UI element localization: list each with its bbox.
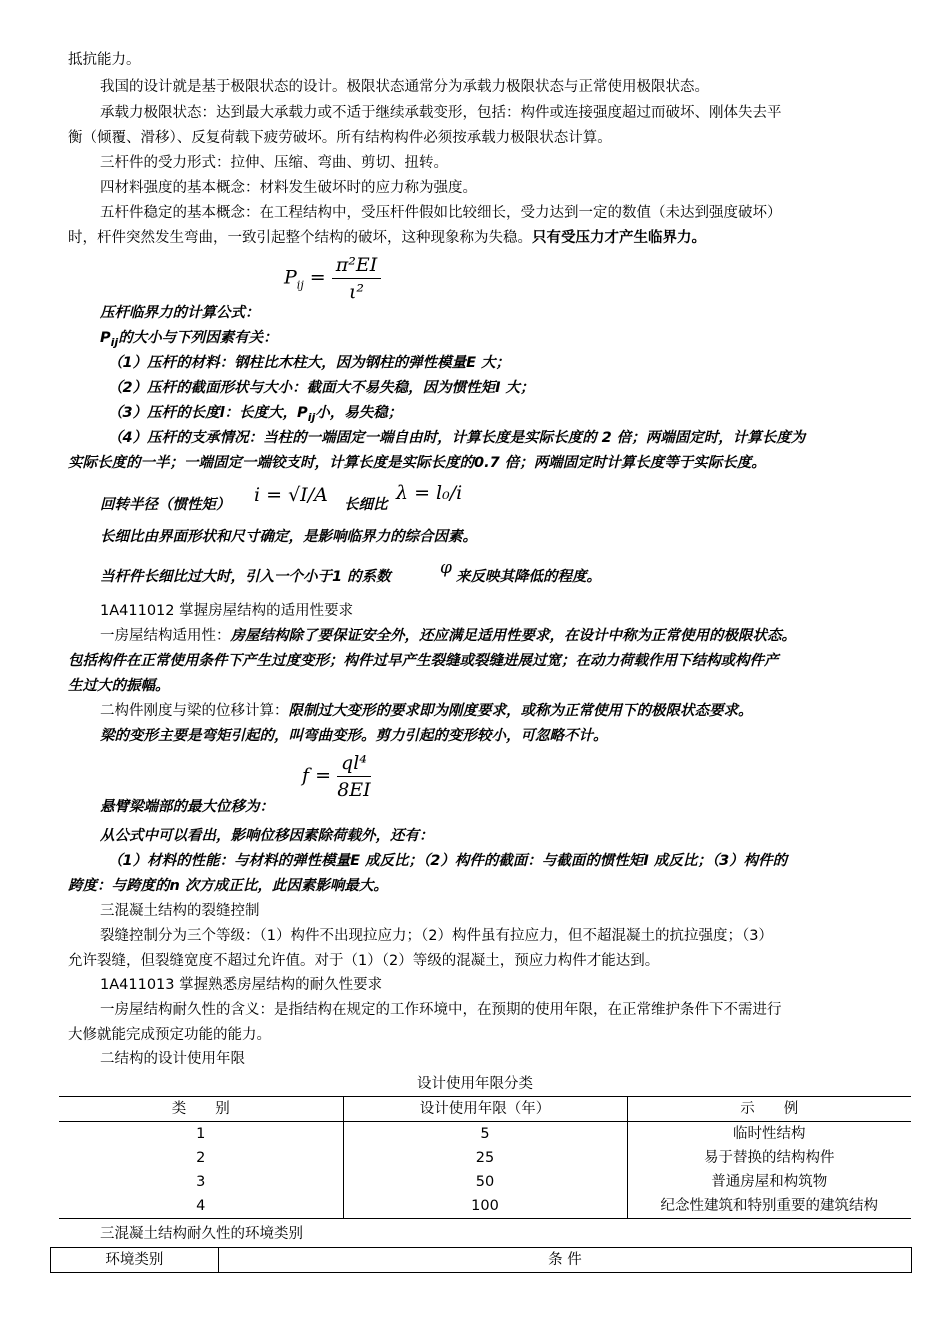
text-line (100, 626, 796, 646)
formula-lhs: P (284, 266, 297, 289)
text-line: （1）材料的性能：与材料的弹性模量E 成反比；（2）构件的截面：与截面的惯性矩I 成反比；（3）构件的 (108, 853, 788, 869)
radius-formula: i = √I/A (254, 484, 328, 506)
table-cell: 25 (343, 1146, 627, 1170)
text-line: 五杆件稳定的基本概念：在工程结构中，受压杆件假如比较细长，受力达到一定的数值（未达到强度破坏） (100, 205, 782, 221)
formula-numerator: ql⁴ (337, 750, 371, 777)
section-heading: 1A411013 掌握熟悉房屋结构的耐久性要求 (100, 977, 383, 993)
service-life-table (59, 1096, 911, 1219)
formula-equals: = (303, 266, 332, 289)
text-line (68, 228, 706, 248)
table-header-cell: 设计使用年限（年） (343, 1097, 627, 1122)
table-header-cell: 示 例 (740, 1101, 799, 1117)
table-header-cell: 类 别 (59, 1097, 343, 1122)
table-cell: 100 (343, 1194, 627, 1219)
formula-denominator: 8EI (337, 779, 371, 801)
text-span: 小，易失稳； (315, 405, 403, 421)
table-row (59, 1194, 911, 1219)
table-header-row (51, 1248, 912, 1273)
table-header-cell: 环境类别 (51, 1248, 219, 1273)
formula-subscript: ij (296, 278, 304, 292)
environment-class-table (50, 1247, 912, 1273)
text-line (100, 328, 278, 353)
emphasis-text: 房屋结构除了要保证安全外，还应满足适用性要求，在设计中称为正常使用的极限状态。 (230, 628, 796, 644)
subscript: ij (307, 410, 316, 424)
emphasis-text: 只有受压力才产生临界力。 (532, 230, 706, 246)
emphasis-text: 限制过大变形的要求即为刚度要求，或称为正常使用下的极限状态要求。 (288, 703, 753, 719)
deflection-formula (302, 750, 371, 803)
formula-fraction (332, 252, 381, 305)
formula-numerator: π²EI (332, 252, 381, 279)
text-line: （4）压杆的支承情况：当柱的一端固定一端自由时，计算长度是实际长度的 2 倍；两端固定时，计算长度为 (108, 430, 806, 446)
text-span: 一房屋结构适用性： (100, 628, 231, 644)
table-row (59, 1170, 911, 1194)
slenderness-formula: λ = l₀/i (396, 482, 463, 504)
table-cell: 4 (59, 1194, 343, 1219)
text-line: 大修就能完成预定功能的能力。 (68, 1027, 271, 1043)
formula-fraction (337, 750, 371, 803)
table-cell: 纪念性建筑和特别重要的建筑结构 (660, 1198, 878, 1214)
critical-force-formula (284, 252, 381, 305)
text-line: 裂缝控制分为三个等级：（1）构件不出现拉应力；（2）构件虽有拉应力，但不超混凝土的抗拉强度；（3） (100, 928, 773, 944)
text-line: 允许裂缝，但裂缝宽度不超过允许值。对于（1）（2）等级的混凝土，预应力构件才能达到。 (68, 953, 660, 969)
text-line: （1）压杆的材料：钢柱比木柱大，因为钢柱的弹性模量E 大； (108, 355, 511, 371)
text-line: 跨度：与跨度的n 次方成正比，此因素影响最大。 (68, 878, 388, 894)
text-line: 从公式中可以看出，影响位移因素除荷载外，还有： (100, 828, 434, 844)
text-span: 时，杆件突然发生弯曲，一致引起整个结构的破坏，这种现象称为失稳。 (68, 230, 532, 246)
text-line: 回转半径（惯性矩） (100, 497, 231, 513)
section-heading: 三混凝土结构耐久性的环境类别 (100, 1226, 303, 1242)
table-cell: 50 (343, 1170, 627, 1194)
text-line: 我国的设计就是基于极限状态的设计。极限状态通常分为承载力极限状态与正常使用极限状态。 (100, 79, 709, 95)
text-line: 实际长度的一半；一端固定一端铰支时，计算长度是实际长度的0.7 倍；两端固定时计算长度等于实际长度。 (68, 455, 766, 471)
text-span: 的大小与下列因素有关： (118, 330, 278, 346)
formula-denominator: ι² (348, 281, 365, 303)
section-heading: 二结构的设计使用年限 (100, 1051, 245, 1067)
table-header-row (59, 1097, 911, 1122)
formula-lhs: f = (302, 764, 338, 787)
text-line: 压杆临界力的计算公式： (100, 305, 260, 321)
text-line: 一房屋结构耐久性的含义：是指结构在规定的工作环境中，在预期的使用年限，在正常维护条件下不需进行 (100, 1002, 782, 1018)
table-header-cell: 条 件 (548, 1252, 582, 1268)
text-line (108, 403, 402, 428)
text-line: 包括构件在正常使用条件下产生过度变形；构件过早产生裂缝或裂缝进展过宽；在动力荷载作用下结构或构件产 (68, 653, 779, 669)
text-line: 衡（倾覆、滑移）、反复荷载下疲劳破坏。所有结构构件必须按承载力极限状态计算。 (68, 130, 612, 146)
section-heading: 1A411012 掌握房屋结构的适用性要求 (100, 603, 354, 619)
table-cell: 3 (59, 1170, 343, 1194)
table-cell: 2 (59, 1146, 343, 1170)
text-line: （2）压杆的截面形状与大小：截面大不易失稳，因为惯性矩I 大； (108, 380, 535, 396)
phi-symbol: φ (440, 558, 452, 578)
section-heading: 三混凝土结构的裂缝控制 (100, 903, 260, 919)
table-cell: 临时性结构 (733, 1126, 806, 1142)
table-row (59, 1122, 911, 1147)
table-caption: 设计使用年限分类 (417, 1076, 533, 1092)
text-line: 抵抗能力。 (68, 52, 141, 68)
table-row (59, 1146, 911, 1170)
text-line: 长细比由界面形状和尺寸确定，是影响临界力的综合因素。 (100, 529, 477, 545)
text-line: 来反映其降低的程度。 (456, 569, 601, 585)
text-line: 生过大的振幅。 (68, 678, 170, 694)
text-line: 三杆件的受力形式：拉伸、压缩、弯曲、剪切、扭转。 (100, 155, 448, 171)
text-line: 当杆件长细比过大时，引入一个小于1 的系数 (100, 569, 391, 585)
text-span: 二构件刚度与梁的位移计算： (100, 703, 289, 719)
text-line: 梁的变形主要是弯矩引起的，叫弯曲变形。剪力引起的变形较小，可忽略不计。 (100, 728, 608, 744)
table-cell: 普通房屋和构筑物 (711, 1174, 828, 1190)
text-span: （3）压杆的长度l：长度大，P (108, 405, 308, 421)
table-cell: 1 (59, 1122, 343, 1147)
table-cell: 易于替换的结构构件 (704, 1150, 835, 1166)
text-line: 悬臂梁端部的最大位移为： (100, 799, 274, 815)
subscript: ij (110, 335, 119, 349)
text-line: 长细比 (344, 497, 388, 513)
text-line: 四材料强度的基本概念：材料发生破坏时的应力称为强度。 (100, 180, 477, 196)
table-cell: 5 (343, 1122, 627, 1147)
text-span: P (100, 330, 111, 346)
text-line: 承载力极限状态：达到最大承载力或不适于继续承载变形，包括：构件或连接强度超过而破坏、刚体失去平 (100, 105, 782, 121)
text-line (100, 701, 753, 721)
